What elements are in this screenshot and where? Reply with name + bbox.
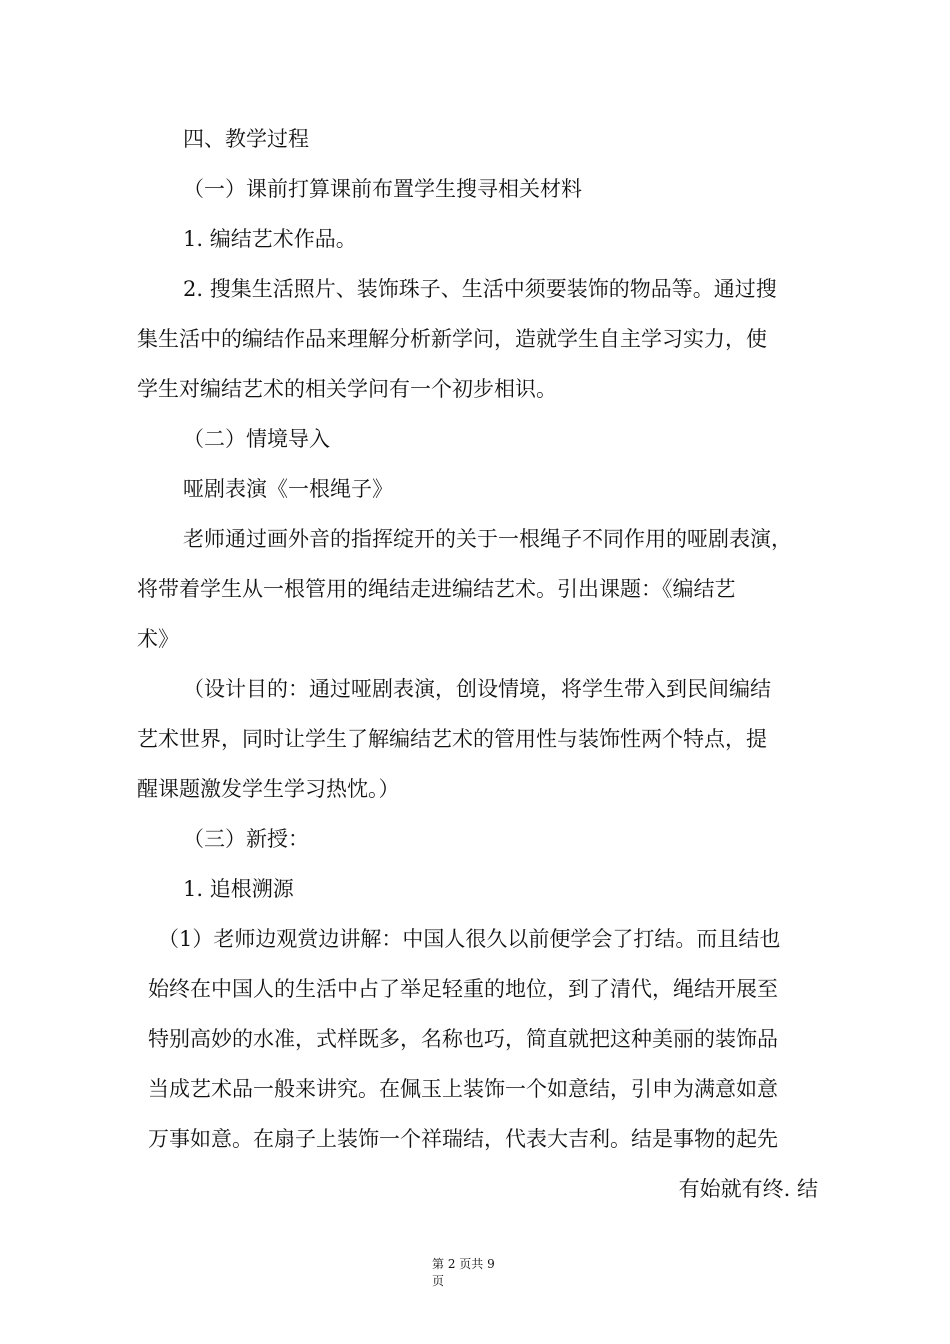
paragraph-line: 哑剧表演《一根绳子》 xyxy=(183,477,393,501)
subsection-heading: （一）课前打算课前布置学生搜寻相关材料 xyxy=(183,177,582,201)
paragraph-line: 万事如意。在扇子上装饰一个祥瑞结，代表大吉利。结是事物的起先 xyxy=(148,1127,778,1151)
paragraph-line: 老师通过画外音的指挥绽开的关于一根绳子不同作用的哑剧表演， xyxy=(183,527,792,551)
paragraph-line: 将带着学生从一根管用的绳结走进编结艺术。引出课题：《编结艺 xyxy=(137,577,736,601)
page-number: 第 2 页共 9 xyxy=(432,1257,495,1271)
paragraph-line: 2. 搜集生活照片、装饰珠子、生活中须要装饰的物品等。通过搜 xyxy=(183,277,777,301)
paragraph-line: 学生对编结艺术的相关学问有一个初步相识。 xyxy=(137,377,557,401)
paragraph-line: 特别高妙的水准，式样既多，名称也巧，简直就把这种美丽的装饰品 xyxy=(148,1027,778,1051)
list-item: 1. 编结艺术作品。 xyxy=(183,227,357,251)
paragraph-line: （设计目的：通过哑剧表演，创设情境，将学生带入到民间编结 xyxy=(183,677,771,701)
page-number-continued: 页 xyxy=(432,1274,445,1288)
paragraph-line: 艺术世界，同时让学生了解编结艺术的管用性与装饰性两个特点，提 xyxy=(137,727,767,751)
section-heading: 四、教学过程 xyxy=(183,127,309,151)
subsection-heading: （三）新授： xyxy=(183,827,309,851)
paragraph-line: 醒课题激发学生学习热忱。） xyxy=(137,777,400,801)
paragraph-line: （1）老师边观赏边讲解：中国人很久以前便学会了打结。而且结也 xyxy=(158,927,781,951)
subsection-heading: （二）情境导入 xyxy=(183,427,330,451)
paragraph-line: 集生活中的编结作品来理解分析新学问，造就学生自主学习实力，使 xyxy=(137,327,767,351)
paragraph-line: 当成艺术品一般来讲究。在佩玉上装饰一个如意结，引申为满意如意 xyxy=(148,1077,778,1101)
list-item: 1. 追根溯源 xyxy=(183,877,294,901)
paragraph-line: 术》 xyxy=(137,627,179,651)
paragraph-line: 有始就有终. 结 xyxy=(678,1177,818,1201)
paragraph-line: 始终在中国人的生活中占了举足轻重的地位，到了清代，绳结开展至 xyxy=(148,977,778,1001)
